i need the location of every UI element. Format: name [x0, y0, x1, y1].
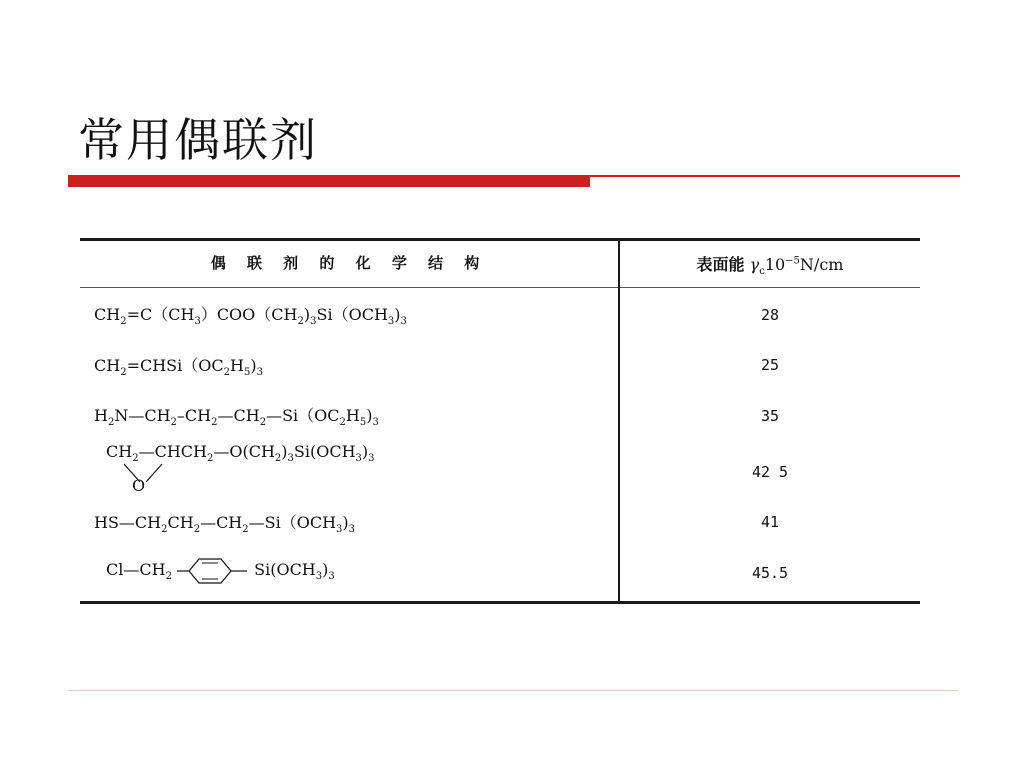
- formula-row-2: $CH_2=CHSi(OC_2H_5)_3$: [94, 356, 263, 379]
- coupling-agent-table: [80, 238, 920, 604]
- value-row-3: 35: [760, 407, 780, 425]
- formula-row-1: $CH_2=C(CH_3)COO(CH_2)_3Si(OCH_3)_3$: [94, 305, 407, 328]
- benzene-ring: [177, 556, 249, 586]
- epoxide-oxygen: O: [132, 476, 146, 495]
- footer-divider: [68, 690, 958, 691]
- header-chemical-structure: 偶 联 剂 的 化 学 结 构: [210, 254, 488, 272]
- value-row-4: 42 5: [751, 463, 789, 481]
- formula-row-6: $Cl—CH_2$ $Si(OCH_3)_3$: [106, 560, 335, 582]
- formula-row-3: $H_2N—CH_2-CH_2—CH_2—Si(OC_2H_5)_3$: [94, 406, 379, 429]
- value-row-1: 28: [760, 306, 780, 324]
- title-underline-bar: [68, 175, 590, 187]
- value-row-5: 41: [760, 513, 780, 531]
- gamma-symbol: γ: [749, 255, 760, 274]
- header-surface-energy: 表面能 $\gamma_c10^{-5}N/cm$: [696, 255, 844, 278]
- table-bottom-rule: [80, 601, 920, 604]
- value-row-6: 45.5: [751, 564, 789, 582]
- value-row-2: 25: [760, 356, 780, 374]
- header-energy-label: 表面能: [696, 255, 745, 274]
- formula-row-5: $HS—CH_2CH_2—CH_2—Si(OCH_3)_3$: [94, 513, 356, 536]
- formula-row-4: $CH_2—CHCH_2—O(CH_2)_3Si(OCH_3)_3$: [106, 442, 375, 465]
- table-header-rule: [80, 287, 920, 288]
- title-underline-line: [590, 175, 960, 177]
- slide-title: 常用偶联剂: [78, 113, 318, 167]
- table-top-rule: [80, 238, 920, 241]
